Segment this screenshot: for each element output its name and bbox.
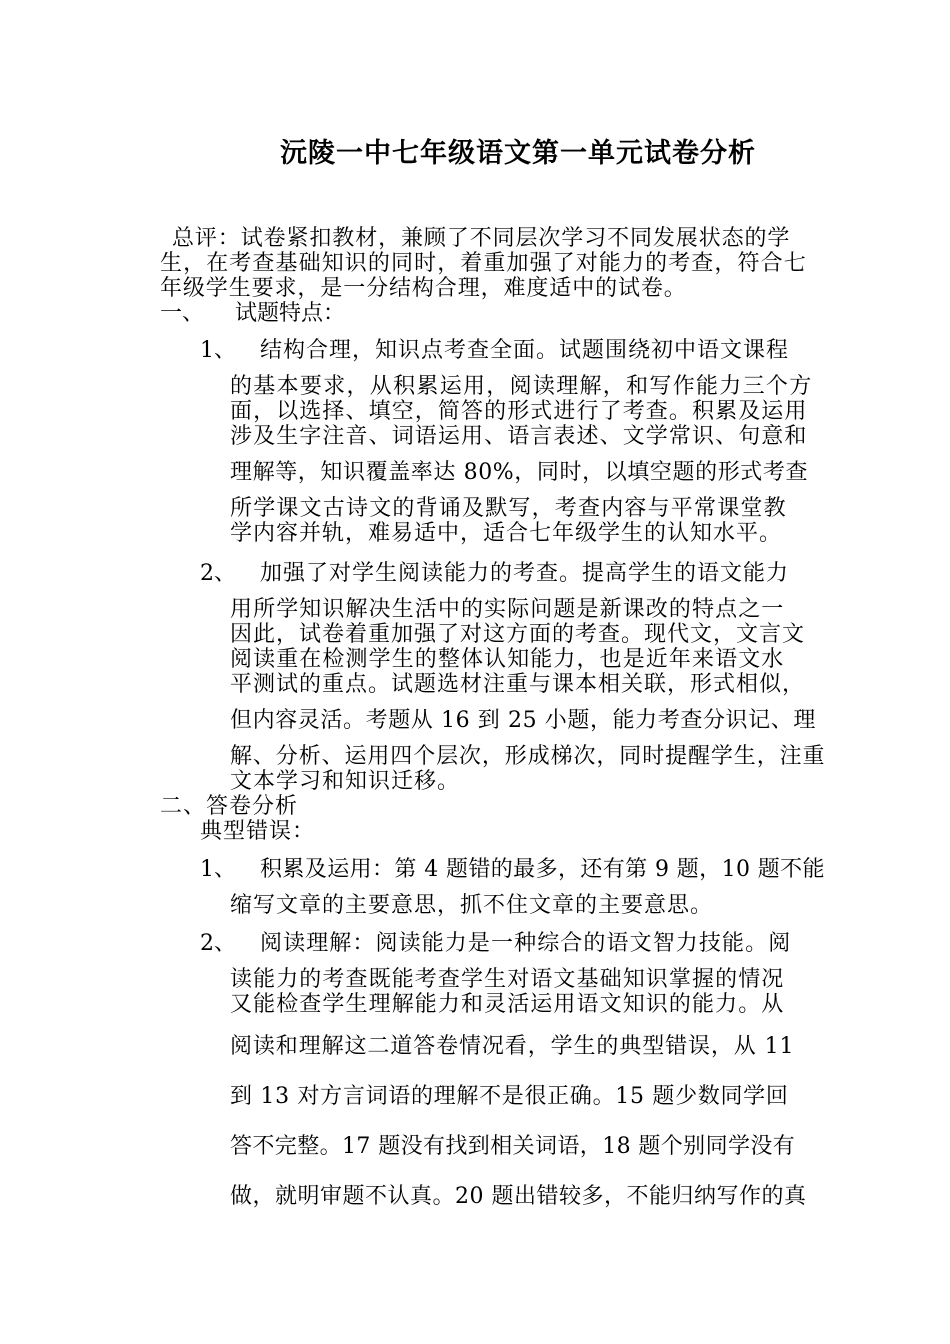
item-line: 缩写文章的主要意思，抓不住文章的主要意思。: [230, 893, 714, 918]
item-line: 所学课文古诗文的背诵及默写，考查内容与平常课堂教: [230, 496, 787, 521]
item-line: 读能力的考查既能考查学生对语文基础知识掌握的情况: [230, 967, 785, 992]
item-line: 用所学知识解决生活中的实际问题是新课改的特点之一: [230, 597, 785, 622]
item-text: 结构合理，知识点考查全面。试题围绕初中语文课程: [260, 338, 790, 363]
item-line: 面，以选择、填空，简答的形式进行了考查。积累及运用: [230, 399, 808, 424]
item-number: 2、: [200, 561, 236, 586]
section-1-heading: [160, 301, 345, 327]
item-text: 积累及运用：第 4 题错的最多，还有第 9 题，10 题不能: [260, 857, 825, 882]
item-line: 平测试的重点。试题选材注重与课本相关联，形式相似，: [230, 672, 806, 697]
section-1-title: 试题特点：: [235, 301, 346, 326]
section-1-number: 一、: [160, 301, 205, 326]
item-line: 理解等，知识覆盖率达 80%，同时，以填空题的形式考查: [230, 460, 809, 485]
summary-line: 生，在考查基础知识的同时，着重加强了对能力的考查，符合七: [160, 251, 807, 276]
item-number: 2、: [200, 931, 236, 956]
item-line: 答不完整。17 题没有找到相关词语，18 题个别同学没有: [230, 1134, 796, 1159]
item-line: 学内容并轨，难易适中，适合七年级学生的认知水平。: [230, 521, 783, 546]
item-line: 涉及生字注音、词语运用、语言表述、文学常识、句意和: [230, 424, 808, 449]
item-line: 做，就明审题不认真。20 题出错较多，不能归纳写作的真: [230, 1184, 807, 1209]
item-line: 因此，试卷着重加强了对这方面的考查。现代文，文言文: [230, 622, 806, 647]
item-line: 文本学习和知识迁移。: [230, 769, 461, 794]
section-2-heading: 二、答卷分析: [160, 794, 299, 819]
item-line: 但内容灵活。考题从 16 到 25 小题，能力考查分识记、理: [230, 708, 816, 733]
document-title: 沅陵一中七年级语文第一单元试卷分析: [280, 138, 756, 169]
item-line: 的基本要求，从积累运用，阅读理解，和写作能力三个方: [230, 374, 813, 399]
item-number: 1、: [200, 338, 236, 363]
item-line: 到 13 对方言词语的理解不是很正确。15 题少数同学回: [230, 1084, 789, 1109]
section-1-item-1-first-line: [200, 338, 789, 364]
item-text: 阅读理解：阅读能力是一种综合的语文智力技能。阅: [260, 931, 792, 956]
item-line: 又能检查学生理解能力和灵活运用语文知识的能力。从: [230, 992, 785, 1017]
section-1-item-2-first-line: [200, 561, 789, 587]
item-text: 加强了对学生阅读能力的考查。提高学生的语文能力: [260, 561, 790, 586]
item-number: 1、: [200, 857, 236, 882]
item-line: 阅读和理解这二道答卷情况看，学生的典型错误，从 11: [230, 1034, 795, 1059]
item-line: 阅读重在检测学生的整体认知能力，也是近年来语文水: [230, 647, 785, 672]
summary-line: 年级学生要求，是一分结构合理，难度适中的试卷。: [160, 276, 687, 301]
section-2-item-2-first-line: [200, 931, 791, 957]
summary-line: 总评：试卷紧扣教材，兼顾了不同层次学习不同发展状态的学: [172, 226, 791, 251]
item-line: 解、分析、运用四个层次，形成梯次，同时提醒学生，注重: [230, 744, 826, 769]
section-2-item-1-first-line: [200, 857, 825, 883]
section-2-subtitle: 典型错误：: [200, 819, 316, 844]
